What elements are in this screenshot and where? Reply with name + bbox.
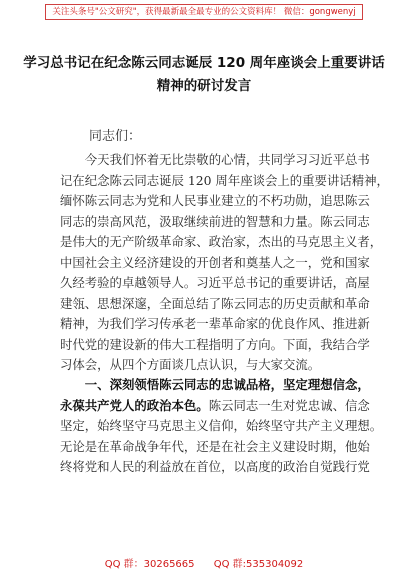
section-body-start: 陈云同志一生对党忠诚、信念 [208, 397, 370, 413]
paragraph-line: 无论是在革命战争年代，还是在社会主义建设时期，他始 [60, 438, 370, 454]
paragraph-line [60, 396, 370, 417]
paragraph-line: 记在纪念陈云同志诞辰 120 周年座谈会上的重要讲话精神， [60, 172, 389, 188]
section-heading-tail: 永葆共产党人的政治本色。 [60, 397, 209, 413]
paragraph-line: 中国社会主义经济建设的开创者和奠基人之一，党和国家 [60, 254, 370, 270]
paragraph-line: 同志的崇高风范，汲取继续前进的智慧和力量。陈云同志 [60, 213, 370, 229]
paragraph-line: 坚定，始终坚守马克思主义信仰，始终坚守共产主义理想。 [60, 418, 383, 433]
footer-qq-group-2: QQ 群:535304092 [213, 559, 304, 570]
paragraph-line: 是伟大的无产阶级革命家、政治家，杰出的马克思主义者， [60, 234, 383, 249]
paragraph-line: 缅怀陈云同志为党和人民事业建立的不朽功勋，追思陈云 [60, 193, 370, 208]
paragraph-line: 精神，为我们学习传承老一辈革命家的优良作风、推进新 [60, 316, 370, 331]
paragraph-intro [60, 150, 389, 376]
paragraph-line: 终将党和人民的利益放在首位，以高度的政治自觉践行党 [60, 459, 370, 474]
greeting: 同志们： [89, 129, 142, 144]
paragraph-line: 习体会，从四个方面谈几点认识，与大家交流。 [60, 357, 321, 372]
paragraph-line: 时代党的建设新的伟大工程指明了方向。下面，我结合学 [60, 336, 370, 352]
paragraph-line: 建瓴、思想深邃，全面总结了陈云同志的历史贡献和革命 [60, 295, 370, 311]
paragraph-line: 今天我们怀着无比崇敬的心情，共同学习习近平总书 [84, 152, 370, 167]
paragraph-line: 久经考验的卓越领导人。习近平总书记的重要讲话，高屋 [60, 275, 370, 290]
document-title-line-2: 精神的研讨发言 [156, 78, 252, 94]
header-banner: 关注头条号"公文研究"，获得最新最全最专业的公文资料库！ 微信：gongwenyj [45, 4, 363, 20]
section-heading-line: 一、深刻领悟陈云同志的忠诚品格，坚定理想信念， [84, 377, 370, 392]
footer-contact [0, 555, 408, 570]
document-title-line-1: 学习总书记在纪念陈云同志诞辰 120 周年座谈会上重要讲话 [23, 55, 385, 71]
paragraph-section-one [60, 375, 383, 478]
footer-qq-group-1: QQ 群：30265665 [104, 559, 195, 570]
